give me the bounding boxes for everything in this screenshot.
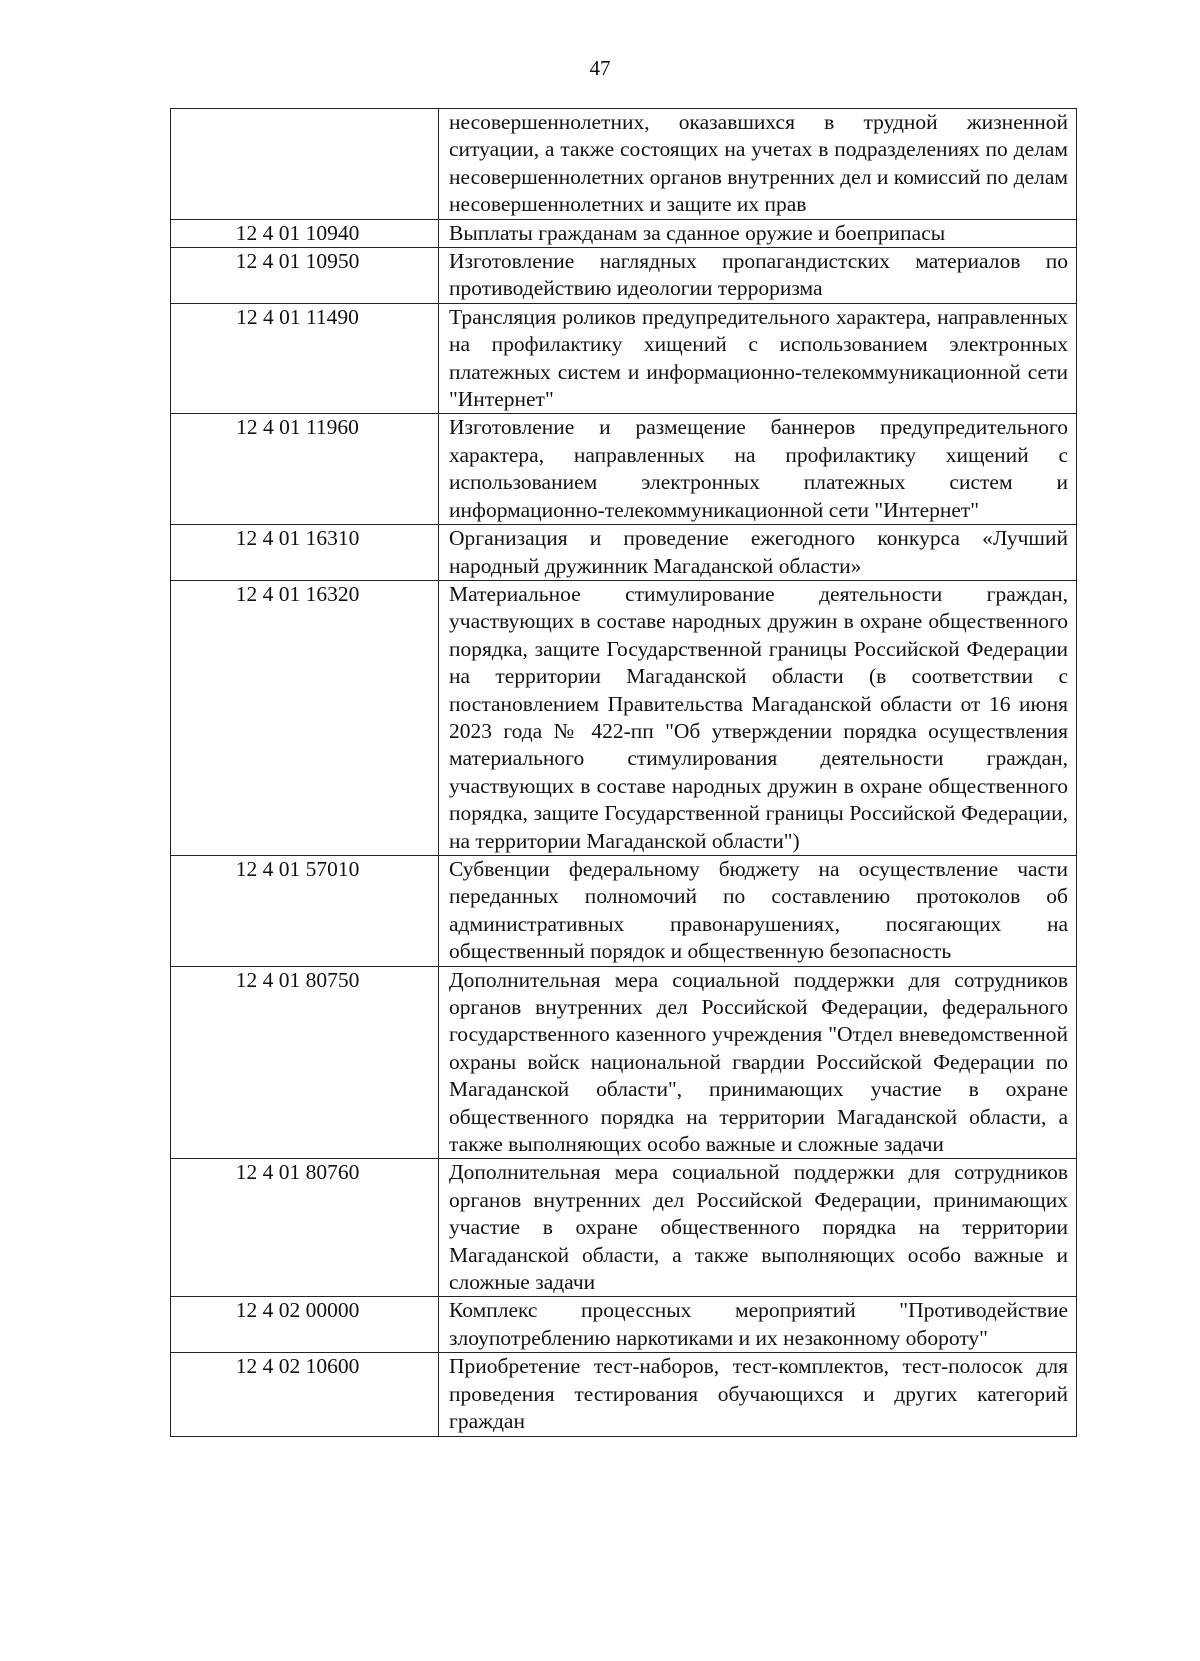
row-code: 12 4 01 80750 [171,966,439,1159]
table-row [171,855,1077,966]
row-code: 12 4 01 16310 [171,525,439,581]
table-row [171,303,1077,414]
row-name: Комплекс процессных мероприятий "Противодействие злоупотреблению наркотиками и их незаконному обороту" [439,1297,1077,1353]
row-code: 12 4 01 16320 [171,580,439,855]
row-name: несовершеннолетних, оказавшихся в трудной жизненной ситуации, а также состоящих на учетах в подразделениях по делам несовершеннолетних органов внутренних дел и комиссий по делам несовершеннолетних и защите их прав [439,109,1077,220]
table-row [171,1297,1077,1353]
row-code: 12 4 01 10940 [171,219,439,247]
table-row [171,1353,1077,1436]
row-name: Дополнительная мера социальной поддержки для сотрудников органов внутренних дел Российской Федерации, принимающих участие в охране общественного порядка на территории Магаданской области, а также выполняющих особо важные и сложные задачи [439,1159,1077,1297]
row-code: 12 4 01 10950 [171,248,439,304]
row-code: 12 4 01 57010 [171,855,439,966]
row-name: Дополнительная мера социальной поддержки для сотрудников органов внутренних дел Российской Федерации, федерального государственного казенного учреждения "Отдел вневедомственной охраны войск национальной гвардии Российской Федерации по Магаданской области", принимающих участие в охране общественного порядка на территории Магаданской области, а также выполняющих особо важные и сложные задачи [439,966,1077,1159]
row-code: 12 4 01 11960 [171,414,439,525]
table-row [171,966,1077,1159]
row-code: 12 4 01 11490 [171,303,439,414]
table-row [171,525,1077,581]
row-code: 12 4 01 80760 [171,1159,439,1297]
row-name: Организация и проведение ежегодного конкурса «Лучший народный дружинник Магаданской области» [439,525,1077,581]
table-row [171,248,1077,304]
budget-classification-table [170,108,1077,1437]
row-name: Изготовление наглядных пропагандистских материалов по противодействию идеологии терроризма [439,248,1077,304]
table-row [171,580,1077,855]
row-code [171,109,439,220]
row-name: Материальное стимулирование деятельности граждан, участвующих в составе народных дружин в охране общественного порядка, защите Государственной границы Российской Федерации на территории Магаданской области (в соответствии с постановлением Правительства Магаданской области от 16 июня 2023 года № 422-пп "Об утверждении порядка осуществления материального стимулирования деятельности граждан, участвующих в составе народных дружин в охране общественного порядка, защите Государственной границы Российской Федерации, на территории Магаданской области") [439,580,1077,855]
row-code: 12 4 02 00000 [171,1297,439,1353]
row-name: Субвенции федеральному бюджету на осуществление части переданных полномочий по составлению протоколов об административных правонарушениях, посягающих на общественный порядок и общественную безопасность [439,855,1077,966]
table-row [171,219,1077,247]
row-name: Выплаты гражданам за сданное оружие и боеприпасы [439,219,1077,247]
row-code: 12 4 02 10600 [171,1353,439,1436]
table-row [171,414,1077,525]
table-row [171,109,1077,220]
table-row [171,1159,1077,1297]
row-name: Приобретение тест-наборов, тест-комплектов, тест-полосок для проведения тестирования обучающихся и других категорий граждан [439,1353,1077,1436]
row-name: Изготовление и размещение баннеров предупредительного характера, направленных на профилактику хищений с использованием электронных платежных систем и информационно-телекоммуникационной сети "Интернет" [439,414,1077,525]
page-number: 47 [589,56,611,80]
row-name: Трансляция роликов предупредительного характера, направленных на профилактику хищений с использованием электронных платежных систем и информационно-телекоммуникационной сети "Интернет" [439,303,1077,414]
